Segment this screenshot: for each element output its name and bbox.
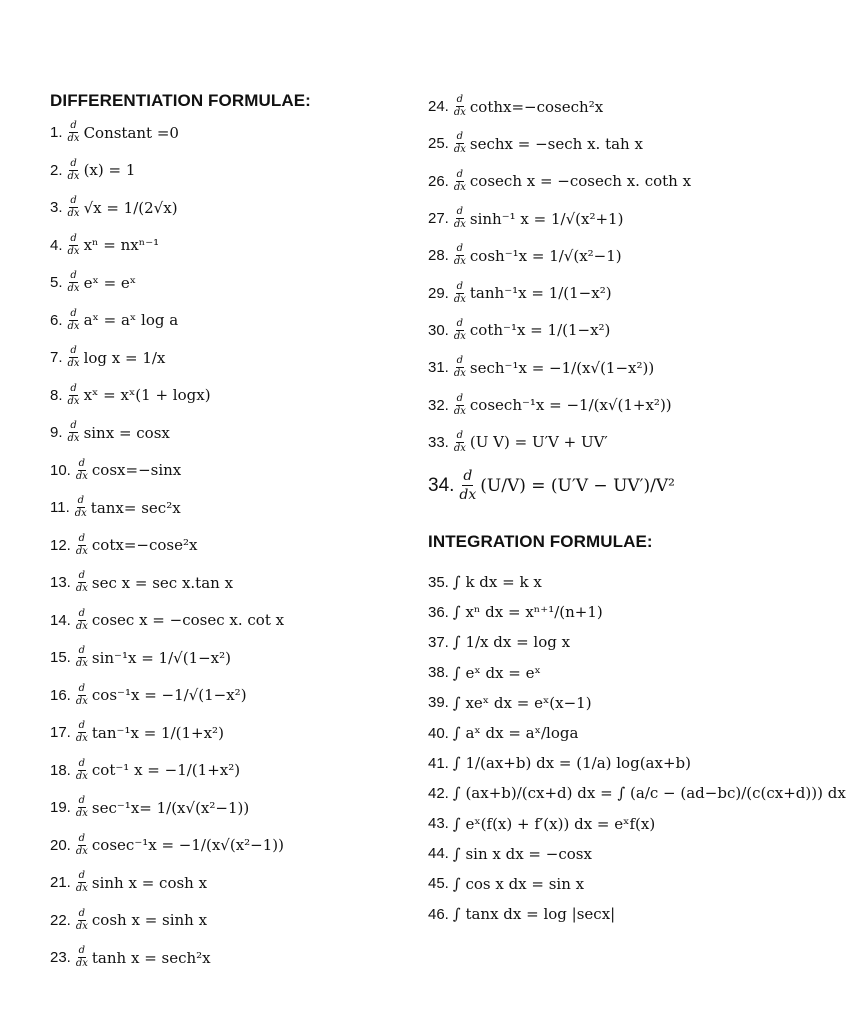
formula-34 <box>428 461 758 511</box>
formula-row <box>428 200 758 237</box>
formula-number: 34. <box>428 474 455 496</box>
formula-expression: (U/V) = (U′V − UV′)/V² <box>480 475 675 496</box>
formula-expression: cosech x = −cosech x. coth x <box>469 172 692 191</box>
derivative-operator: $\frac{d}{dx}$ <box>453 131 466 156</box>
formula-expression: cosech⁻¹x = −1/(x√(1+x²)) <box>469 396 672 415</box>
formula-number: 43. <box>428 815 449 833</box>
formula-row <box>428 627 758 657</box>
formula-row <box>428 349 758 386</box>
formula-row <box>428 424 758 461</box>
formula-row <box>50 377 400 415</box>
formula-number: 24. <box>428 98 449 116</box>
formula-number: 7. <box>50 349 63 367</box>
differentiation-heading: DIFFERENTIATION FORMULAE: <box>50 91 311 110</box>
formula-number: 27. <box>428 210 449 228</box>
formula-number: 15. <box>50 649 71 667</box>
derivative-operator: $\frac{d}{dx}$ <box>67 382 80 407</box>
derivative-operator: $\frac{d}{dx}$ <box>453 280 466 305</box>
formula-number: 30. <box>428 321 449 339</box>
derivative-operator: $\frac{d}{dx}$ <box>453 243 466 268</box>
derivative-operator: $\frac{d}{dx}$ <box>453 317 466 342</box>
formula-expression: Constant =0 <box>83 123 179 142</box>
derivative-operator: $\frac{d}{dx}$ <box>67 307 80 332</box>
formula-expression: ∫ k dx = k x <box>452 573 542 592</box>
formula-row <box>428 88 758 125</box>
derivative-operator: $\frac{d}{dx}$ <box>75 870 88 895</box>
formula-row <box>428 748 758 778</box>
formula-expression: sinh⁻¹ x = 1/√(x²+1) <box>469 209 624 228</box>
derivative-operator: $\frac{d}{dx}$ <box>75 795 88 820</box>
formula-row <box>50 152 400 190</box>
formula-expression: cothx=−cosech²x <box>469 97 604 116</box>
formula-expression: aˣ = aˣ log a <box>83 311 179 330</box>
formula-expression: cos⁻¹x = −1/√(1−x²) <box>91 686 247 705</box>
right-column <box>428 88 846 929</box>
derivative-operator: $\frac{d}{dx}$ <box>459 468 477 504</box>
formula-number: 26. <box>428 172 449 190</box>
formula-row <box>50 827 400 865</box>
formula-row <box>50 714 400 752</box>
derivative-operator: $\frac{d}{dx}$ <box>453 168 466 193</box>
formula-number: 31. <box>428 359 449 377</box>
formula-expression: ∫ aˣ dx = aˣ/loga <box>452 724 579 742</box>
formula-row <box>50 114 400 152</box>
derivative-operator: $\frac{d}{dx}$ <box>67 195 80 220</box>
integration-formula-list <box>428 567 846 929</box>
formula-expression: sinh x = cosh x <box>91 873 208 892</box>
formula-expression: cosh x = sinh x <box>91 911 208 930</box>
formula-row <box>50 264 400 302</box>
formula-row <box>50 939 400 977</box>
formula-row <box>50 339 400 377</box>
formula-number: 20. <box>50 836 71 854</box>
formula-expression: ∫ xⁿ dx = xⁿ⁺¹/(n+1) <box>452 603 603 622</box>
derivative-operator: $\frac{d}{dx}$ <box>75 607 88 632</box>
formula-expression: ∫ sin x dx = −cosx <box>452 844 592 863</box>
formula-expression: cosec⁻¹x = −1/(x√(x²−1)) <box>91 836 284 855</box>
formula-expression: ∫ xeˣ dx = eˣ(x−1) <box>452 693 592 712</box>
formula-row <box>50 302 400 340</box>
formula-row <box>50 527 400 565</box>
formula-number: 1. <box>50 124 63 142</box>
formula-number: 18. <box>50 761 71 779</box>
formula-row <box>428 688 758 718</box>
formula-row <box>50 452 400 490</box>
formula-expression: tan⁻¹x = 1/(1+x²) <box>91 723 224 742</box>
formula-expression: cosec x = −cosec x. cot x <box>91 611 285 630</box>
formula-number: 12. <box>50 536 71 554</box>
formula-row <box>428 274 758 311</box>
formula-expression: ∫ (ax+b)/(cx+d) dx = ∫ (a/c − (ad−bc)/(c(cx+d))) dx <box>452 784 846 803</box>
formula-expression: (x) = 1 <box>83 161 136 180</box>
formula-expression: ∫ cos x dx = sin x <box>452 874 585 893</box>
formula-number: 35. <box>428 573 449 591</box>
formula-row <box>50 189 400 227</box>
formula-number: 5. <box>50 274 63 292</box>
formula-expression: eˣ = eˣ <box>83 273 137 292</box>
formula-number: 8. <box>50 386 63 404</box>
formula-row <box>50 489 400 527</box>
formula-expression: cosx=−sinx <box>91 461 182 480</box>
formula-row <box>428 778 846 808</box>
formula-number: 25. <box>428 135 449 153</box>
formula-row <box>428 658 758 688</box>
derivative-operator: $\frac{d}{dx}$ <box>67 157 80 182</box>
formula-expression: cotx=−cose²x <box>91 536 198 555</box>
formula-expression: tanx= sec²x <box>90 498 181 517</box>
derivative-operator: $\frac{d}{dx}$ <box>75 757 88 782</box>
formula-number: 23. <box>50 949 71 967</box>
derivative-operator: $\frac{d}{dx}$ <box>75 532 88 557</box>
formula-number: 36. <box>428 603 449 621</box>
formula-number: 39. <box>428 694 449 712</box>
formula-expression: sec⁻¹x= 1/(x√(x²−1)) <box>91 798 250 817</box>
formula-number: 4. <box>50 236 63 254</box>
formula-row <box>50 677 400 715</box>
formula-row <box>428 808 758 838</box>
derivative-operator: $\frac{d}{dx}$ <box>75 832 88 857</box>
derivative-operator: $\frac{d}{dx}$ <box>74 495 87 520</box>
formula-expression: ∫ tanx dx = log |secx| <box>452 905 616 924</box>
differentiation-column <box>50 88 400 977</box>
formula-row <box>50 864 400 902</box>
formula-expression: sin⁻¹x = 1/√(1−x²) <box>91 648 232 667</box>
formula-number: 14. <box>50 611 71 629</box>
derivative-operator: $\frac{d}{dx}$ <box>453 429 466 454</box>
formula-number: 32. <box>428 396 449 414</box>
formula-expression: log x = 1/x <box>83 348 166 367</box>
formula-expression: xⁿ = nxⁿ⁻¹ <box>83 236 160 255</box>
formula-expression: tanh x = sech²x <box>91 948 211 967</box>
formula-expression: tanh⁻¹x = 1/(1−x²) <box>469 284 612 303</box>
formula-row <box>50 639 400 677</box>
derivative-operator: $\frac{d}{dx}$ <box>75 720 88 745</box>
formula-expression: sinx = cosx <box>83 423 170 442</box>
formula-row <box>428 163 758 200</box>
formula-number: 40. <box>428 724 449 742</box>
derivative-operator: $\frac{d}{dx}$ <box>453 206 466 231</box>
derivative-operator: $\frac{d}{dx}$ <box>75 645 88 670</box>
formula-number: 38. <box>428 664 449 682</box>
formula-number: 41. <box>428 754 449 772</box>
derivative-operator: $\frac{d}{dx}$ <box>67 120 80 145</box>
formula-expression: ∫ 1/x dx = log x <box>452 633 571 652</box>
formula-expression: cot⁻¹ x = −1/(1+x²) <box>91 761 241 780</box>
formula-number: 11. <box>50 499 70 517</box>
derivative-operator: $\frac{d}{dx}$ <box>453 392 466 417</box>
formula-number: 46. <box>428 905 449 923</box>
derivative-operator: $\frac{d}{dx}$ <box>75 945 88 970</box>
formula-expression: ∫ eˣ(f(x) + f′(x)) dx = eˣf(x) <box>452 814 656 833</box>
formula-row <box>428 718 758 748</box>
derivative-operator: $\frac{d}{dx}$ <box>75 457 88 482</box>
derivative-operator: $\frac{d}{dx}$ <box>75 907 88 932</box>
formula-number: 37. <box>428 633 449 651</box>
formula-number: 42. <box>428 784 449 802</box>
formula-expression: sech⁻¹x = −1/(x√(1−x²)) <box>469 358 655 377</box>
formula-row <box>50 602 400 640</box>
formula-expression: sec x = sec x.tan x <box>91 573 234 592</box>
formula-row <box>50 564 400 602</box>
formula-number: 19. <box>50 799 71 817</box>
formula-row <box>428 899 758 929</box>
formula-number: 10. <box>50 461 71 479</box>
formula-row <box>50 789 400 827</box>
differentiation-formula-list-continued <box>428 88 758 461</box>
formula-row <box>428 125 758 162</box>
derivative-operator: $\frac{d}{dx}$ <box>453 355 466 380</box>
integration-heading: INTEGRATION FORMULAE: <box>428 531 653 551</box>
formula-number: 2. <box>50 161 63 179</box>
derivative-operator: $\frac{d}{dx}$ <box>75 682 88 707</box>
formula-expression: sechx = −sech x. tah x <box>469 134 643 153</box>
formula-number: 9. <box>50 424 63 442</box>
formula-row <box>50 414 400 452</box>
formula-row <box>428 839 758 869</box>
formula-number: 28. <box>428 247 449 265</box>
derivative-operator: $\frac{d}{dx}$ <box>67 420 80 445</box>
derivative-operator: $\frac{d}{dx}$ <box>453 94 466 119</box>
formula-row <box>428 386 758 423</box>
derivative-operator: $\frac{d}{dx}$ <box>75 570 88 595</box>
formula-expression: √x = 1/(2√x) <box>83 198 178 217</box>
derivative-operator: $\frac{d}{dx}$ <box>67 232 80 257</box>
formula-number: 16. <box>50 686 71 704</box>
derivative-operator: $\frac{d}{dx}$ <box>67 270 80 295</box>
differentiation-formula-list <box>50 114 400 977</box>
formula-expression: cosh⁻¹x = 1/√(x²−1) <box>469 246 622 265</box>
formula-number: 33. <box>428 433 449 451</box>
derivative-operator: $\frac{d}{dx}$ <box>67 345 80 370</box>
formula-row <box>50 752 400 790</box>
formula-expression: (U V) = U′V + UV′ <box>469 433 608 452</box>
formula-row <box>428 312 758 349</box>
formula-row <box>50 227 400 265</box>
formula-number: 17. <box>50 724 71 742</box>
formula-row <box>50 902 400 940</box>
formula-number: 22. <box>50 911 71 929</box>
formula-row <box>428 237 758 274</box>
formula-expression: xˣ = xˣ(1 + logx) <box>83 386 211 405</box>
formula-row <box>428 567 758 597</box>
formula-expression: ∫ 1/(ax+b) dx = (1/a) log(ax+b) <box>452 754 691 773</box>
formula-expression: coth⁻¹x = 1/(1−x²) <box>469 321 611 340</box>
formula-row <box>428 597 758 627</box>
formula-number: 6. <box>50 311 63 329</box>
formula-number: 29. <box>428 284 449 302</box>
formula-number: 13. <box>50 574 71 592</box>
formula-number: 21. <box>50 874 71 892</box>
formula-number: 44. <box>428 845 449 863</box>
formula-row <box>428 869 758 899</box>
formula-number: 45. <box>428 875 449 893</box>
formula-number: 3. <box>50 199 63 217</box>
formula-expression: ∫ eˣ dx = eˣ <box>452 663 541 682</box>
